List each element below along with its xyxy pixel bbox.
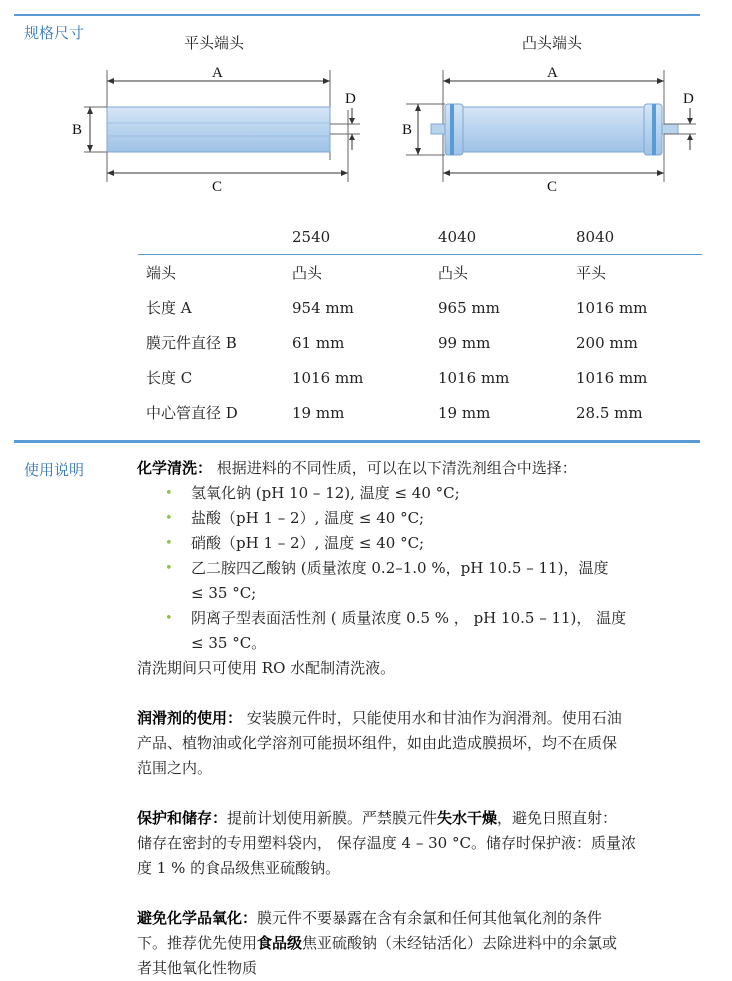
table-row bbox=[138, 290, 702, 325]
storage-text: 度 1 % 的食品级焦亚硫酸钠。 bbox=[137, 859, 341, 877]
table-header-cell: 8040 bbox=[576, 228, 615, 246]
flat-end-element bbox=[72, 65, 360, 195]
storage-heading: 保护和储存： bbox=[137, 809, 228, 827]
oxidation-heading: 避免化学品氧化： bbox=[137, 909, 258, 927]
convex-membrane-body bbox=[445, 107, 662, 152]
lubricant-text: 安装膜元件时，只能使用水和甘油作为润滑剂。使用石油 bbox=[246, 709, 622, 727]
bullet-icon: • bbox=[165, 561, 173, 576]
flat-end-title: 平头端头 bbox=[184, 34, 245, 52]
membrane-dimension-diagram bbox=[0, 0, 732, 210]
convex-dim-c: C bbox=[547, 179, 558, 195]
table-header-cell bbox=[138, 226, 292, 255]
storage-text: 提前计划使用新膜。严禁膜元件 bbox=[227, 809, 438, 827]
usage-content bbox=[137, 456, 697, 981]
list-item-text: 盐酸（pH 1 – 2）, 温度 ≤ 40 °C; bbox=[191, 509, 425, 527]
table-header-cell: 4040 bbox=[438, 228, 477, 246]
spec-table bbox=[138, 226, 702, 430]
oxidation-text: 者其他氧化性物质 bbox=[137, 959, 258, 977]
table-cell: 954 mm bbox=[292, 298, 354, 317]
table-cell: 1016 mm bbox=[292, 368, 364, 387]
usage-section-label: 使用说明 bbox=[24, 461, 85, 479]
table-cell: 长度 C bbox=[146, 369, 193, 387]
list-item-text: ≤ 35 °C; bbox=[191, 584, 257, 602]
list-item bbox=[137, 506, 697, 531]
table-cell: 长度 A bbox=[146, 299, 192, 317]
convex-end-title: 凸头端头 bbox=[522, 34, 583, 52]
table-cell: 平头 bbox=[576, 264, 607, 282]
table-cell: 200 mm bbox=[576, 333, 638, 352]
cleaning-note: 清洗期间只可使用 RO 水配制清洗液。 bbox=[137, 659, 396, 677]
table-cell: 99 mm bbox=[438, 333, 491, 352]
table-cell: 19 mm bbox=[438, 403, 491, 422]
spec-section-label: 规格尺寸 bbox=[24, 24, 85, 42]
table-cell: 1016 mm bbox=[438, 368, 510, 387]
list-item bbox=[137, 481, 697, 506]
storage-text: ，避免日照直射： bbox=[497, 809, 618, 827]
table-header-row bbox=[138, 226, 702, 255]
cleaning-intro-text: 根据进料的不同性质，可以在以下清洗剂组合中选择： bbox=[216, 459, 577, 477]
table-cell: 膜元件直径 B bbox=[146, 334, 237, 352]
table-row bbox=[138, 325, 702, 360]
lubricant-paragraph bbox=[137, 706, 697, 781]
table-cell: 1016 mm bbox=[576, 298, 648, 317]
table-row bbox=[138, 395, 702, 430]
bullet-icon: • bbox=[165, 511, 173, 526]
table-cell: 中心管直径 D bbox=[146, 404, 238, 422]
table-cell: 端头 bbox=[146, 264, 177, 282]
list-item-text: 乙二胺四乙酸钠 (质量浓度 0.2–1.0 %，pH 10.5 – 11)，温度 bbox=[191, 559, 609, 577]
list-item-text: 阴离子型表面活性剂 ( 质量浓度 0.5 % ， pH 10.5 – 11)， 温度 bbox=[191, 609, 627, 627]
convex-dim-d: D bbox=[683, 91, 694, 107]
bullet-icon: • bbox=[165, 486, 173, 501]
table-cell: 1016 mm bbox=[576, 368, 648, 387]
lubricant-text: 范围之内。 bbox=[137, 759, 213, 777]
table-cell: 965 mm bbox=[438, 298, 500, 317]
storage-emphasis: 失水干燥 bbox=[437, 809, 498, 827]
list-item-text: 氢氧化钠 (pH 10 – 12), 温度 ≤ 40 °C; bbox=[191, 484, 460, 502]
oxidation-emphasis: 食品级 bbox=[257, 934, 303, 952]
table-cell: 61 mm bbox=[292, 333, 345, 352]
flat-membrane-body bbox=[107, 107, 330, 152]
table-cell: 凸头 bbox=[438, 264, 469, 282]
flat-dim-d: D bbox=[345, 91, 356, 107]
table-cell: 凸头 bbox=[292, 264, 323, 282]
list-item-text: 硝酸（pH 1 – 2）, 温度 ≤ 40 °C; bbox=[191, 534, 425, 552]
oxidation-text: 焦亚硫酸钠（未经钴活化）去除进料中的余氯或 bbox=[302, 934, 618, 952]
storage-paragraph bbox=[137, 806, 697, 881]
flat-dim-c: C bbox=[212, 179, 223, 195]
cleaning-intro bbox=[137, 456, 697, 481]
oxidation-paragraph bbox=[137, 906, 697, 981]
section-divider bbox=[14, 440, 700, 443]
convex-end-element bbox=[402, 65, 696, 195]
bullet-icon: • bbox=[165, 611, 173, 626]
convex-dim-b: B bbox=[402, 122, 413, 138]
oxidation-text: 下。推荐优先使用 bbox=[137, 934, 258, 952]
lubricant-heading: 润滑剂的使用： bbox=[137, 709, 243, 727]
table-cell: 19 mm bbox=[292, 403, 345, 422]
table-row bbox=[138, 360, 702, 395]
list-item bbox=[137, 556, 697, 606]
cleaning-heading: 化学清洗： bbox=[137, 459, 213, 477]
cleaning-agent-list bbox=[137, 481, 697, 656]
list-item-text: ≤ 35 °C。 bbox=[191, 634, 267, 652]
storage-text: 储存在密封的专用塑料袋内， 保存温度 4 – 30 °C。储存时保护液：质量浓 bbox=[137, 834, 636, 852]
flat-dim-b: B bbox=[72, 122, 83, 138]
list-item bbox=[137, 606, 697, 656]
table-header-cell: 2540 bbox=[292, 228, 331, 246]
flat-dim-a: A bbox=[212, 65, 223, 81]
table-cell: 28.5 mm bbox=[576, 403, 643, 422]
convex-dim-a: A bbox=[547, 65, 558, 81]
table-row bbox=[138, 255, 702, 291]
lubricant-text: 产品、植物油或化学溶剂可能损坏组件，如由此造成膜损坏，均不在质保 bbox=[137, 734, 618, 752]
list-item bbox=[137, 531, 697, 556]
bullet-icon: • bbox=[165, 536, 173, 551]
oxidation-text: 膜元件不要暴露在含有余氯和任何其他氧化剂的条件 bbox=[257, 909, 603, 927]
